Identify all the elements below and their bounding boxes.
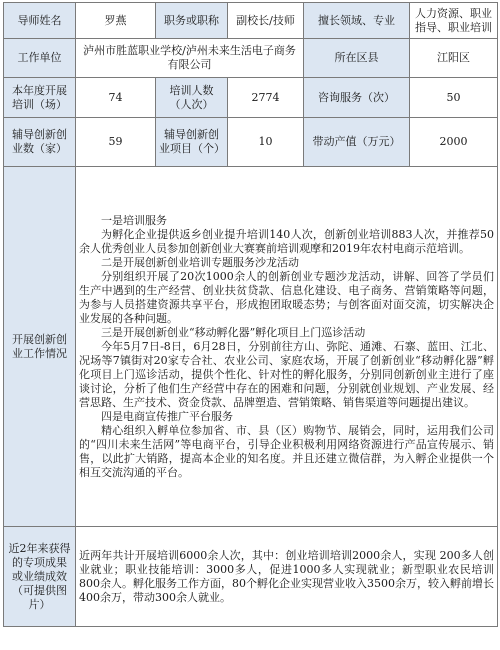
training-sessions-label: 本年度开展培训（场） bbox=[4, 78, 76, 118]
section-heading-salon: 二是开展创新创业培训专题服务沙龙活动 bbox=[101, 255, 299, 269]
achievements-label: 近2年来获得的专项成果或业绩成效（可提供图片） bbox=[4, 527, 76, 627]
projects-value: 10 bbox=[228, 118, 304, 167]
district-value: 江阳区 bbox=[410, 39, 498, 78]
workplace-value: 泸州市胜蓝职业学校/泸州未来生活电子商务有限公司 bbox=[76, 39, 304, 78]
position-value: 副校长/技师 bbox=[228, 3, 304, 39]
achievements-text: 近两年共计开展培训6000余人次，其中：创业培训培训2000余人，实现 200多人创业就业；职业技能培训：3000多人，促进1000多人实现就业；新型职业农民培训800余人。孵化服务工作方面，80个孵化企业实现营业收入3500余万，较入孵前增长400余万，带动300余人就业。 bbox=[79, 548, 494, 604]
row-basic-info bbox=[4, 3, 498, 39]
mentor-info-table bbox=[3, 2, 498, 627]
output-value-value: 2000 bbox=[410, 118, 498, 167]
section-heading-training: 一是培训服务 bbox=[101, 213, 167, 227]
workplace-label: 工作单位 bbox=[4, 39, 76, 78]
output-value-label: 带动产值（万元） bbox=[304, 118, 410, 167]
district-label: 所在区县 bbox=[304, 39, 410, 78]
consulting-label: 咨询服务（次） bbox=[304, 78, 410, 118]
work-description-content bbox=[76, 167, 498, 527]
row-work-description bbox=[4, 167, 498, 527]
row-workplace bbox=[4, 39, 498, 78]
position-label: 职务或职称 bbox=[156, 3, 228, 39]
trainees-label: 培训人数（人次） bbox=[156, 78, 228, 118]
section-text-incubator: 今年5月7日-8日，6月28日，分别前往方山、弥陀、通滩、石寨、蓝田、江北、况场等7镇街对20家专合社、农业公司、家庭农场，开展了创新创业“移动孵化器”孵化项目上门巡诊活动，提供个性化、针对性的孵化服务，分别同创新创业主进行了座谈讨论，分析了他们生产经营中存在的困难和问题，分别就创业规划、产业发展、经营思路、生产技术、资金贷款、品牌塑造、营销策略、销售渠道等问题提出建议。 bbox=[79, 339, 494, 409]
work-description-label: 开展创新创业工作情况 bbox=[4, 167, 76, 527]
row-achievements bbox=[4, 527, 498, 627]
section-text-ecommerce: 精心组织入孵单位参加省、市、县（区）购物节、展销会，同时，运用我们公司的“四川未来生活网”等电商平台，引导企业积极利用网络资源进行产品宣传展示、销售，以此扩大销路，提高本企业的知名度。并且还建立微信群，为入孵企业提供一个相互交流沟通的平台。 bbox=[79, 423, 494, 479]
enterprises-value: 59 bbox=[76, 118, 156, 167]
section-text-salon: 分别组织开展了20次1000余人的创新创业专题沙龙活动，讲解、回答了学员们生产中遇到的生产经营、创业扶贫贷款、信息化建设、电子商务、营销策略等问题，为参与人员搭建资源共享平台，形成抱团取暖态势；与创客面对面交流，切实解决企业发展的各种问题。 bbox=[79, 269, 494, 325]
field-label: 擅长领域、专业 bbox=[304, 3, 410, 39]
training-sessions-value: 74 bbox=[76, 78, 156, 118]
achievements-content bbox=[76, 527, 498, 627]
enterprises-label: 辅导创新创业数（家） bbox=[4, 118, 76, 167]
section-heading-incubator: 三是开展创新创业“移动孵化器”孵化项目上门巡诊活动 bbox=[101, 325, 366, 339]
section-text-training: 为孵化企业提供返乡创业提升培训140人次，创新创业培训883人次，并推荐50余人优秀创业人员参加创新创业大赛赛前培训观摩和2019年农村电商示范培训。 bbox=[79, 227, 494, 255]
section-heading-ecommerce: 四是电商宣传推广平台服务 bbox=[101, 409, 233, 423]
row-entrepreneurship-stats bbox=[4, 118, 498, 167]
trainees-value: 2774 bbox=[228, 78, 304, 118]
name-label: 导师姓名 bbox=[4, 3, 76, 39]
consulting-value: 50 bbox=[410, 78, 498, 118]
row-training-stats bbox=[4, 78, 498, 118]
projects-label: 辅导创新创业项目（个） bbox=[156, 118, 228, 167]
field-value: 人力资源、职业指导、职业培训 bbox=[410, 3, 498, 39]
name-value: 罗燕 bbox=[76, 3, 156, 39]
